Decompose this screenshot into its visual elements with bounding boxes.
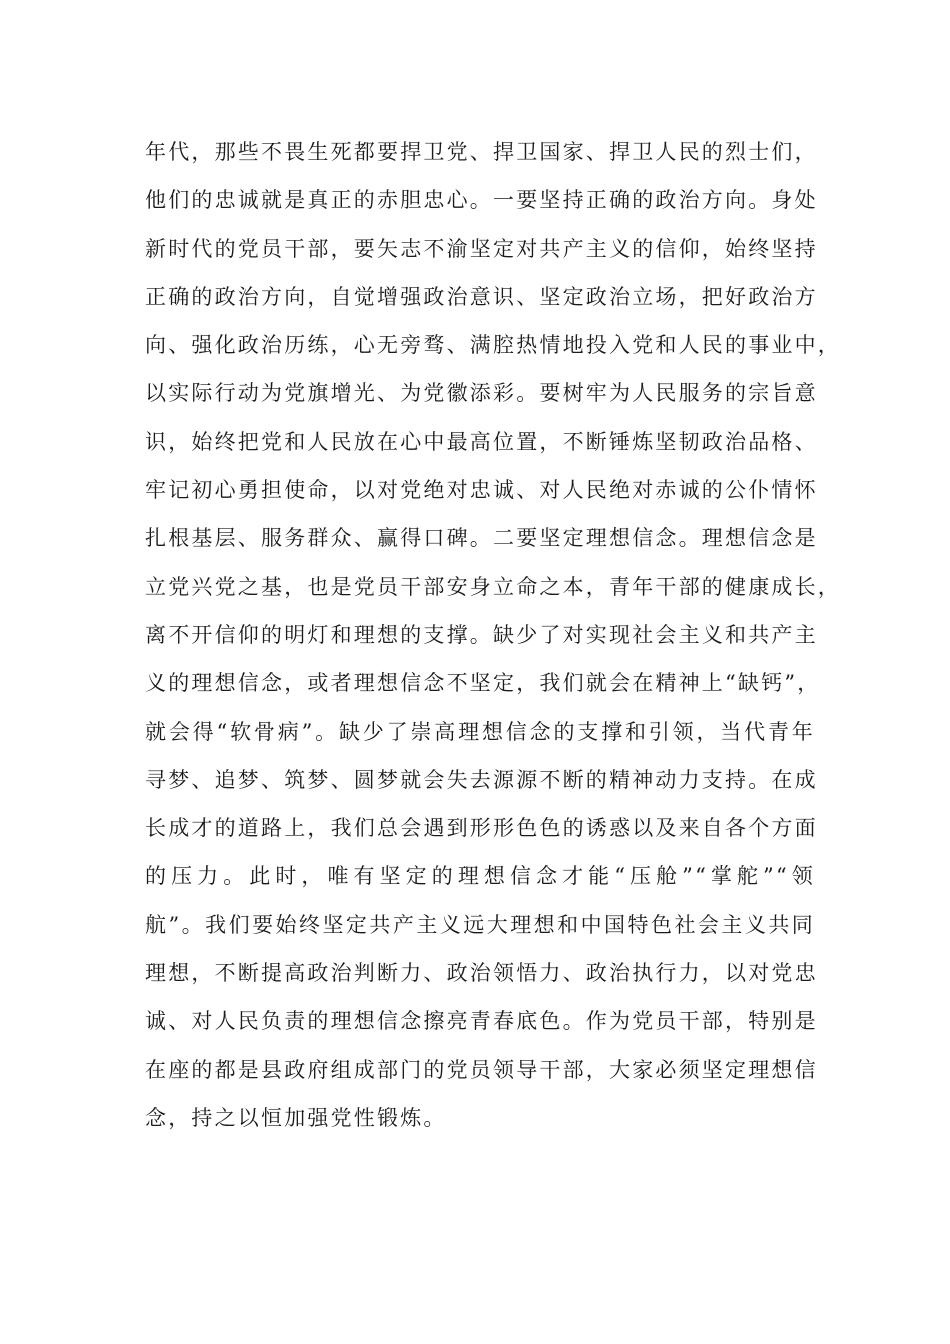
text-line: 正确的政治方向，自觉增强政治意识、坚定政治立场，把好政治方 xyxy=(145,284,818,309)
text-line: 向、强化政治历练，心无旁骛、满腔热情地投入党和人民的事业中， xyxy=(145,333,841,358)
text-line: 义的理想信念，或者理想信念不坚定，我们就会在精神上“缺钙”， xyxy=(145,671,821,696)
text-line: 牢记初心勇担使命，以对党绝对忠诚、对人民绝对赤诚的公仆情怀 xyxy=(145,478,818,503)
text-line: 长成才的道路上，我们总会遇到形形色色的诱惑以及来自各个方面 xyxy=(145,816,818,841)
text-line: 在座的都是县政府组成部门的党员领导干部，大家必须坚定理想信 xyxy=(145,1057,818,1082)
body-text xyxy=(145,128,841,1142)
text-line: 新时代的党员干部，要矢志不渝坚定对共产主义的信仰，始终坚持 xyxy=(145,236,818,261)
text-line: 理想，不断提高政治判断力、政治领悟力、政治执行力，以对党忠 xyxy=(145,961,818,986)
text-line: 念，持之以恒加强党性锻炼。 xyxy=(145,1105,447,1130)
text-line: 诚、对人民负责的理想信念擦亮青春底色。作为党员干部，特别是 xyxy=(145,1009,818,1034)
text-line: 寻梦、追梦、筑梦、圆梦就会失去源源不断的精神动力支持。在成 xyxy=(145,767,818,792)
text-line: 以实际行动为党旗增光、为党徽添彩。要树牢为人民服务的宗旨意 xyxy=(145,381,818,406)
text-line: 的压力。此时，唯有坚定的理想信念才能“压舱”“掌舵”“领 xyxy=(145,864,815,889)
text-line: 识，始终把党和人民放在心中最高位置，不断锤炼坚韧政治品格、 xyxy=(145,429,818,454)
text-line: 离不开信仰的明灯和理想的支撑。缺少了对实现社会主义和共产主 xyxy=(145,622,818,647)
text-line: 年代，那些不畏生死都要捍卫党、捍卫国家、捍卫人民的烈士们， xyxy=(145,140,818,164)
text-line: 立党兴党之基，也是党员干部安身立命之本，青年干部的健康成长， xyxy=(145,574,841,599)
text-line: 扎根基层、服务群众、赢得口碑。二要坚定理想信念。理想信念是 xyxy=(145,526,818,551)
text-line: 他们的忠诚就是真正的赤胆忠心。一要坚持正确的政治方向。身处 xyxy=(145,188,818,213)
text-line: 就会得“软骨病”。缺少了崇高理想信念的支撑和引领，当代青年 xyxy=(145,719,815,744)
text-line: 航”。我们要始终坚定共产主义远大理想和中国特色社会主义共同 xyxy=(145,912,815,937)
